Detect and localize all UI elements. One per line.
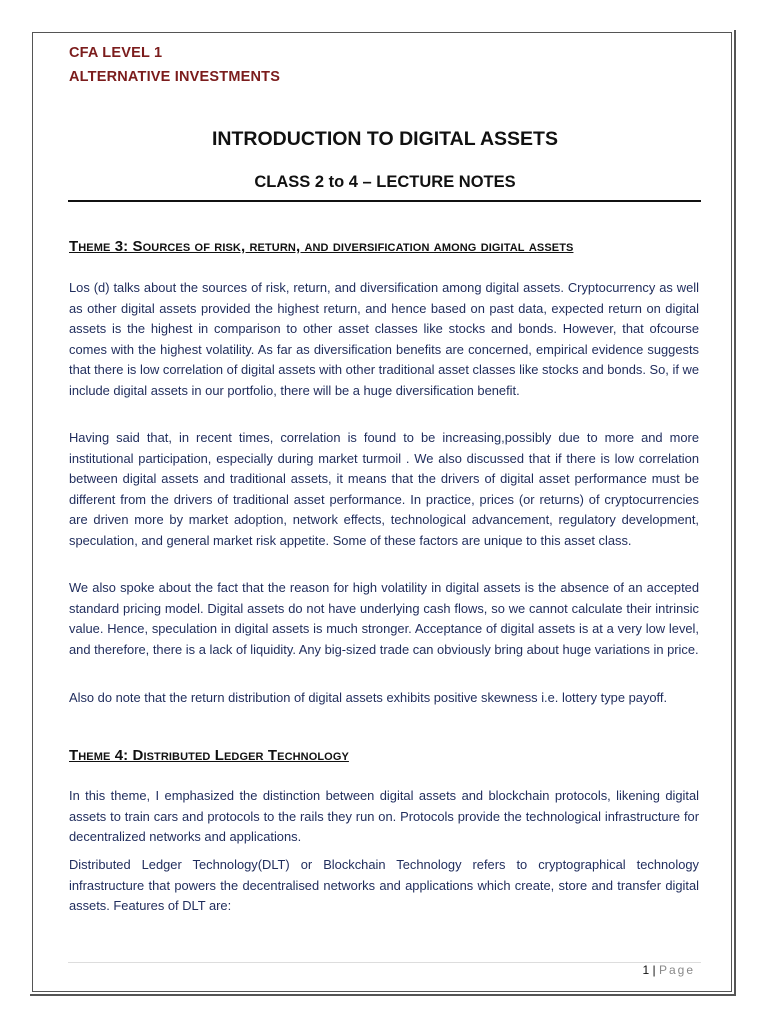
- course-label: CFA LEVEL 1: [69, 45, 163, 61]
- subject-label: ALTERNATIVE INVESTMENTS: [69, 69, 281, 85]
- page-subtitle: CLASS 2 to 4 – LECTURE NOTES: [254, 173, 516, 191]
- page-number-separator: |: [652, 963, 656, 977]
- page-label: Page: [658, 963, 695, 977]
- theme4-paragraph-1: In this theme, I emphasized the distinction between digital assets and blockchain protocols, likening digital assets to train cars and protocols to the rails they run on. Protocols provide the technological infrastructure for decentralized networks and applications.: [69, 788, 699, 844]
- page-number: [642, 963, 695, 977]
- theme3-paragraph-3: We also spoke about the fact that the reason for high volatility in digital assets is the absence of an accepted standard pricing model. Digital assets do not have underlying cash flows, so we cannot calculate their intrinsic value. Hence, speculation in digital assets is much stronger. Acceptance of digital assets is at a very low level, and therefore, there is a lack of liquidity. Any big-sized trade can obviously bring about huge variations in price.: [69, 580, 699, 657]
- title-divider: [68, 200, 701, 202]
- theme3-paragraph-4: Also do note that the return distribution of digital assets exhibits positive skewness i.e. lottery type payoff.: [69, 690, 668, 705]
- theme3-paragraph-2: Having said that, in recent times, correlation is found to be increasing,possibly due to more and more institutional participation, especially during market turmoil . We also discussed that if there is low correlation between digital assets and traditional assets, it means that the drivers of digital asset performance must be different from the drivers of traditional asset performance. In practice, prices (or returns) of cryptocurrencies are driven more by market adoption, network effects, technological advancement, regulatory development, speculation, and general market risk appetite. Some of these factors are unique to this asset class.: [69, 430, 699, 548]
- theme3-paragraph-1: Los (d) talks about the sources of risk, return, and diversification among digital assets. Cryptocurrency as well as other digital assets provided the highest return, and hence based on past data, expected return on digital assets is the highest in comparison to other asset classes like stocks and bonds. However, that ofcourse comes with the highest volatility. As far as diversification benefits are concerned, empirical evidence suggests that there is low correlation of digital assets with other traditional asset classes like stocks and bonds. So, if we include digital assets in our portfolio, there will be a huge diversification benefit.: [69, 280, 699, 398]
- theme4-paragraph-2: Distributed Ledger Technology(DLT) or Blockchain Technology refers to cryptographical technology infrastructure that powers the decentralised networks and applications which create, store and transfer digital assets. Features of DLT are:: [69, 857, 699, 913]
- footer-divider: [68, 962, 701, 963]
- theme4-heading: Theme 4: Distributed Ledger Technology: [69, 747, 349, 764]
- page-title: INTRODUCTION TO DIGITAL ASSETS: [212, 128, 558, 150]
- page-number-value: 1: [642, 963, 650, 977]
- theme3-heading: Theme 3: Sources of risk, return, and diversification among digital assets: [69, 238, 574, 255]
